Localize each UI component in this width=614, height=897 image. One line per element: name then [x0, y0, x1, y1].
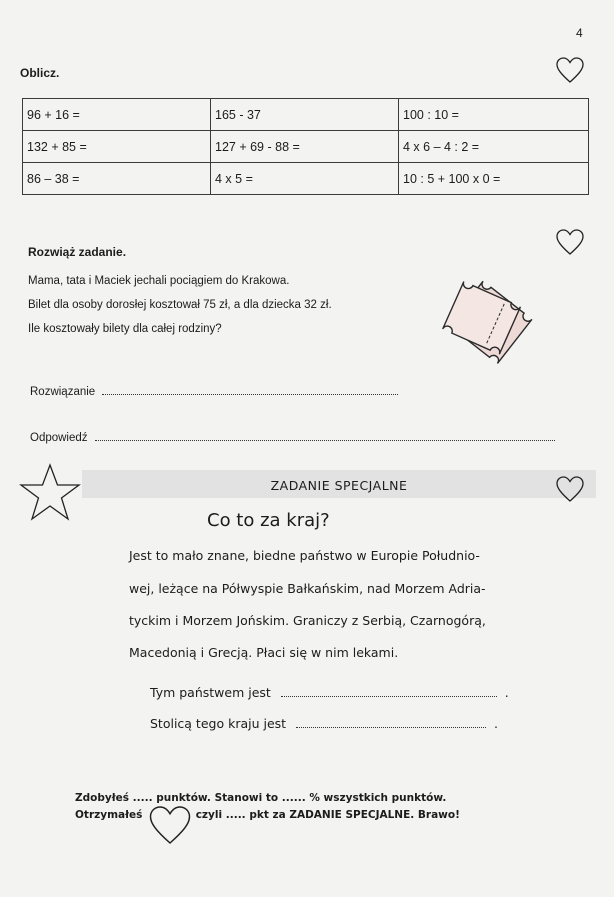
answer-label: Odpowiedź — [30, 432, 88, 444]
heart-icon — [555, 56, 585, 84]
score-line-1: Zdobyłeś ..... punktów. Stanowi to ...... % wszystkich punktów. — [75, 792, 447, 804]
score-received-label: Otrzymałeś — [75, 809, 143, 821]
quiz-question: Co to za kraj? — [207, 510, 330, 531]
end-mark: . — [504, 685, 509, 700]
task-text: Bilet dla osoby dorosłej kosztował 75 zł, a dla dziecka 32 zł. — [28, 299, 332, 311]
section2-heading: Rozwiąż zadanie. — [28, 245, 127, 259]
answer-field[interactable] — [95, 439, 555, 441]
star-icon — [18, 462, 82, 522]
table-row — [23, 99, 589, 131]
heart-icon — [555, 475, 585, 503]
task-text: Mama, tata i Maciek jechali pociągiem do Krakowa. — [28, 275, 290, 287]
capital-field[interactable] — [296, 726, 486, 728]
table-cell: 165 - 37 — [211, 99, 399, 131]
table-cell: 4 x 5 = — [211, 163, 399, 195]
quiz-text: Jest to mało znane, biedne państwo w Europie Południo- — [129, 548, 480, 563]
quiz-text: wej, leżące na Półwyspie Bałkańskim, nad Morzem Adria- — [129, 581, 486, 596]
solution-line — [30, 386, 398, 398]
country-fill-line — [150, 685, 509, 700]
table-cell: 86 – 38 = — [23, 163, 211, 195]
end-mark: . — [494, 716, 499, 731]
score-special-text: czyli ..... pkt za ZADANIE SPECJALNE. Brawo! — [195, 809, 460, 821]
table-row — [23, 131, 589, 163]
heart-icon — [555, 228, 585, 256]
task-text: Ile kosztowały bilety dla całej rodziny? — [28, 323, 222, 335]
tickets-icon — [440, 276, 550, 376]
table-cell: 127 + 69 - 88 = — [211, 131, 399, 163]
page-number: 4 — [576, 26, 583, 40]
section1-heading: Oblicz. — [20, 66, 60, 80]
table-cell: 132 + 85 = — [23, 131, 211, 163]
special-task-title: ZADANIE SPECJALNE — [270, 478, 408, 493]
solution-answer-field[interactable] — [102, 393, 398, 395]
table-cell: 4 x 6 – 4 : 2 = — [399, 131, 589, 163]
quiz-text: Macedonią i Grecją. Płaci się w nim lekami. — [129, 645, 399, 660]
country-field[interactable] — [281, 695, 497, 697]
solution-label: Rozwiązanie — [30, 386, 96, 398]
quiz-text: tyckim i Morzem Jońskim. Graniczy z Serbią, Czarnogórą, — [129, 613, 486, 628]
score-line-2 — [75, 809, 460, 821]
table-cell: 96 + 16 = — [23, 99, 211, 131]
table-cell: 10 : 5 + 100 x 0 = — [399, 163, 589, 195]
capital-fill-line — [150, 716, 498, 731]
capital-label: Stolicą tego kraju jest — [150, 716, 287, 731]
country-label: Tym państwem jest — [150, 685, 271, 700]
table-cell: 100 : 10 = — [399, 99, 589, 131]
special-task-header — [82, 470, 596, 498]
calculation-table — [22, 98, 589, 195]
table-row — [23, 163, 589, 195]
heart-icon — [146, 804, 194, 846]
answer-line — [30, 432, 555, 444]
